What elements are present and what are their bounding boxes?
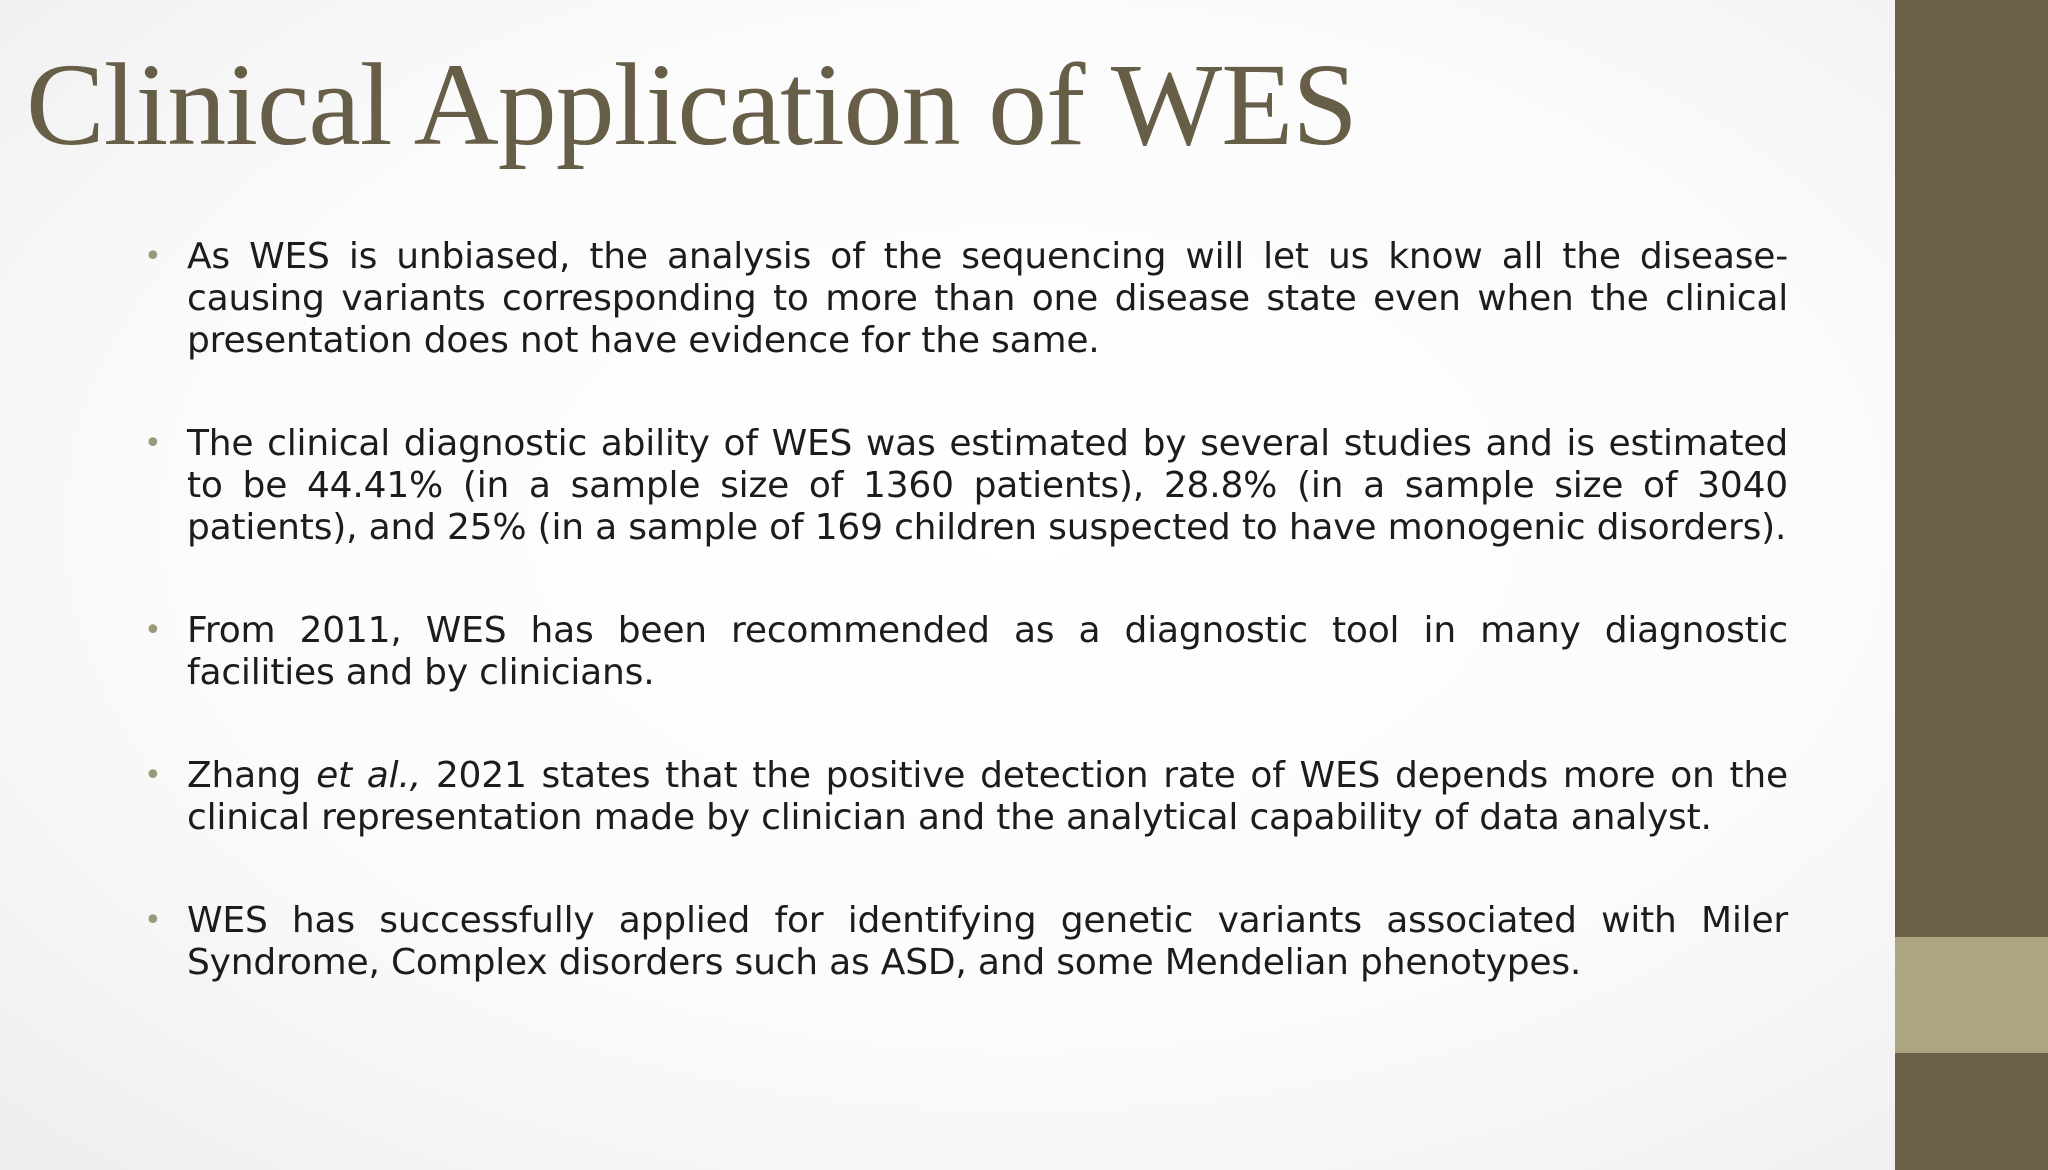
bullet-item bbox=[140, 755, 1788, 839]
slide-title: Clinical Application of WES bbox=[26, 39, 1357, 170]
bullet-marker-icon: • bbox=[144, 903, 162, 938]
bullet-list bbox=[140, 236, 1788, 1045]
bullet-text-suffix: 2021 states that the positive detection rate of WES depends more on the clinical representation made by clinician and the analytical capability of data analyst. bbox=[187, 755, 1788, 838]
bullet-marker-icon: • bbox=[144, 239, 162, 274]
bullet-text-italic: et al., bbox=[316, 755, 421, 796]
bullet-text: The clinical diagnostic ability of WES was estimated by several studies and is estimated to be 44.41% (in a sample size of 1360 patients), 28.8% (in a sample size of 3040 patients), and 25% (in a sample of 169 children suspected to have monogenic disorders). bbox=[187, 423, 1788, 548]
bullet-text: WES has successfully applied for identifying genetic variants associated with Miler Syndrome, Complex disorders such as ASD, and some Mendelian phenotypes. bbox=[187, 900, 1788, 983]
bullet-marker-icon: • bbox=[144, 613, 162, 648]
bullet-text: From 2011, WES has been recommended as a diagnostic tool in many diagnostic facilities and by clinicians. bbox=[187, 610, 1788, 693]
bullet-marker-icon: • bbox=[144, 758, 162, 793]
bullet-item bbox=[140, 610, 1788, 694]
bullet-text-prefix: Zhang bbox=[187, 755, 317, 796]
bullet-marker-icon: • bbox=[144, 426, 162, 461]
sidebar-accent-block bbox=[1895, 937, 2048, 1053]
decorative-sidebar bbox=[1895, 0, 2048, 1170]
bullet-item bbox=[140, 423, 1788, 549]
bullet-item bbox=[140, 236, 1788, 362]
bullet-item bbox=[140, 900, 1788, 984]
bullet-text: As WES is unbiased, the analysis of the sequencing will let us know all the disease-causing variants corresponding to more than one disease state even when the clinical presentation does not have evidence for the same. bbox=[187, 236, 1788, 361]
